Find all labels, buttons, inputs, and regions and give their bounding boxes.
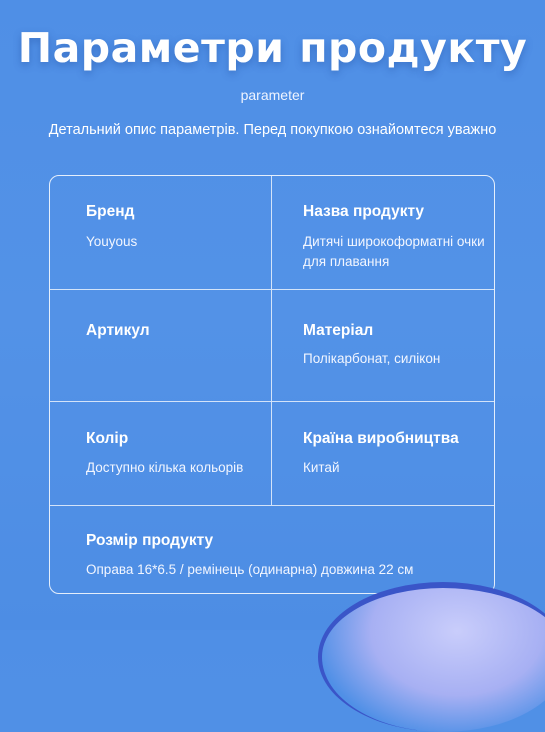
page-description: Детальний опис параметрів. Перед покупкою ознайомтеся уважно (48, 122, 497, 138)
param-cell-product-name (272, 176, 495, 289)
param-value: Оправа 16*6.5 / ремінець (одинарна) довжина 22 см (86, 562, 414, 577)
param-label: Бренд (86, 203, 135, 220)
param-cell-brand (50, 176, 272, 289)
goggles-lens-decoration (318, 582, 545, 732)
param-label: Назва продукту (303, 203, 425, 220)
param-label: Розмір продукту (86, 532, 214, 549)
param-label: Колір (86, 430, 129, 447)
param-cell-size (50, 506, 494, 594)
table-row (50, 402, 494, 506)
param-value: Дитячі широкоформатні очки для плавання (303, 234, 485, 269)
params-table (49, 175, 495, 594)
page-subtitle: parameter (240, 87, 305, 103)
table-row (50, 176, 494, 290)
param-label: Країна виробництва (303, 430, 459, 447)
param-value: Доступно кілька кольорів (86, 460, 244, 475)
param-value: Youyous (86, 234, 138, 249)
param-value: Китай (303, 460, 340, 475)
table-row (50, 506, 494, 594)
param-value: Полікарбонат, силікон (303, 351, 441, 366)
param-cell-color (50, 402, 272, 505)
param-label: Артикул (86, 322, 150, 339)
param-cell-article (50, 290, 272, 401)
param-cell-country (272, 402, 495, 505)
param-cell-material (272, 290, 495, 401)
page-title: Параметри продукту (17, 24, 528, 72)
param-label: Матеріал (303, 322, 374, 339)
table-row (50, 290, 494, 402)
